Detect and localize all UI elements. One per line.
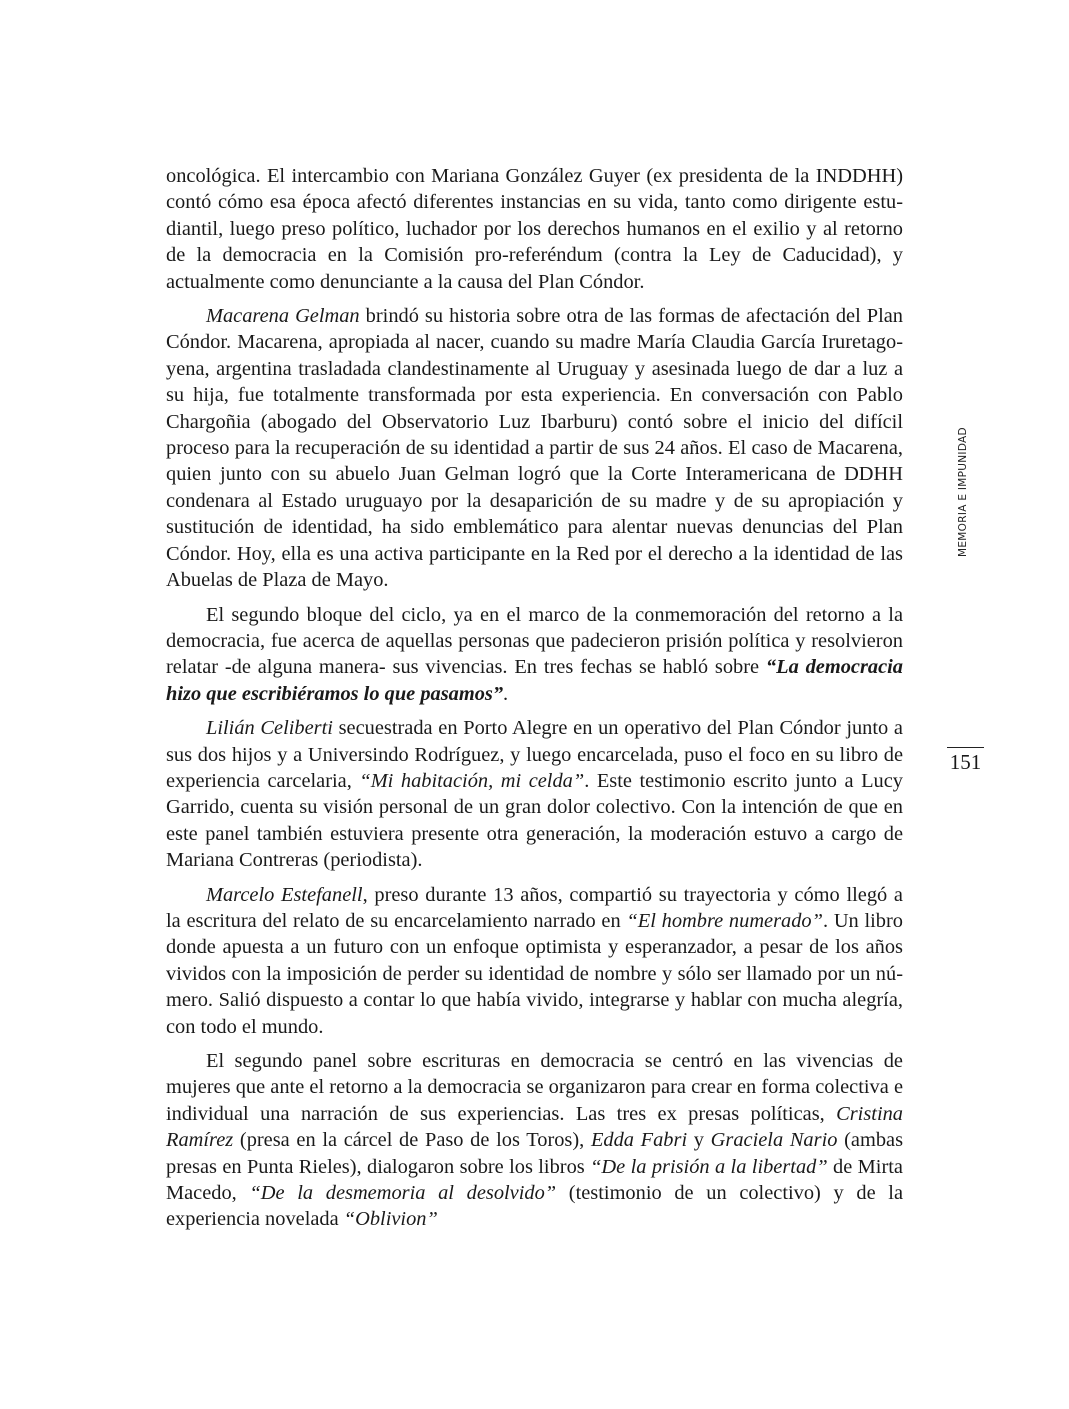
paragraph-3-second-block: [166, 602, 903, 708]
text-run: brindó su historia sobre otra de las formas de afectación del Plan Cóndor. Macarena, apropiada al nacer, cuando su madre María Claudia García Iruretagoyena, argentina trasladada clandestinamente al Uruguay y asesinada luego de dar a luz a su hija, fue totalmente transformada por esta experiencia. En conversación con Pablo Chargoñia (abogado del Observatorio Luz Ibarburu) contó sobre el inicio del difícil proceso para la recuperación de su identidad a partir de sus 24 años. El caso de Macarena, quien junto con su abuelo Juan Gelman logró que la Corte Interamericana de DDHH condenara al Estado uruguayo por la desaparición de su madre y de su apropiación y sustitución de identidad, ha sido emblemático para alentar nuevas denuncias del Plan Cóndor. Hoy, ella es una activa participante en la Red por el derecho a la identidad de las Abuelas de Plaza de Mayo.: [166, 305, 904, 592]
body-text: [166, 163, 903, 1241]
quoted-title-bold-italic: “La democracia hizo que escribiéramos lo que pasamos”: [166, 656, 903, 705]
paragraph-4-lilian-celiberti: [166, 715, 903, 873]
book-title-italic: “Mi habitación, mi celda”: [359, 769, 585, 792]
person-name-italic: Edda Fabri: [590, 1129, 688, 1152]
text-run: . Este testimonio escrito junto a Lucy Garrido, cuenta su visión personal de un gran dolor colectivo. Con la intención de que en este panel también estuviera presente otra generación, la moderación estuvo a cargo de Mariana Contreras (periodista).: [166, 769, 903, 872]
paragraph-1: [166, 163, 903, 295]
text-run: , preso durante 13 años, compartió su trayectoria y cómo llegó a la escritura del relato de su encarcelamiento narrado en: [166, 883, 903, 932]
paragraph-5-marcelo-estefanell: [166, 882, 903, 1040]
text-run: . Un libro donde apuesta a un futuro con un enfoque optimista y esperanzador, a pesar de los años vividos con la imposición de perder su identidad de nombre y sólo ser llamado por un número. Salió dispuesto a contar lo que había vivido, integrarse y hablar con mucha alegría, con todo el mundo.: [166, 909, 903, 1038]
page-number: 151: [949, 750, 982, 774]
person-name-italic: Graciela Nario: [710, 1129, 838, 1152]
person-name-italic: Cristina Ramírez: [166, 1102, 903, 1152]
paragraph-6-second-panel: [166, 1048, 903, 1233]
running-head: MEMORIA E IMPUNIDAD: [957, 427, 969, 558]
book-title-italic: “De la prisión a la libertad”: [590, 1155, 828, 1178]
text-run: y: [687, 1129, 711, 1152]
person-name-italic: Marcelo Estefanell: [206, 883, 363, 906]
text-run: .: [503, 682, 509, 705]
text-run: (ambas presas en Punta Rieles), dialogaron sobre los libros: [166, 1129, 904, 1178]
page-number-rule: [947, 747, 984, 748]
text-run: (testimonio de un colectivo) y de la experiencia novelada: [166, 1182, 903, 1231]
book-title-italic: “El hombre numerado”: [626, 909, 823, 932]
book-title-italic: “De la desmemoria al desolvido”: [249, 1182, 557, 1205]
text-run: El segundo bloque del ciclo, ya en el marco de la conmemoración del retorno a la democracia, fue acerca de aquellas personas que padecieron prisión política y resolvieron relatar -de alguna manera- sus vivencias. En tres fechas se habló sobre: [166, 603, 903, 679]
paragraph-2-macarena-gelman: [166, 303, 903, 593]
person-name-italic: Lilián Celiberti: [206, 717, 333, 740]
text-run: (presa en la cárcel de Paso de los Toros),: [233, 1129, 591, 1152]
text-run: secuestrada en Porto Alegre en un operativo del Plan Cóndor junto a sus dos hijos y a Universindo Rodríguez, y luego encarcelada, puso el foco en su libro de experiencia carcelaria,: [166, 717, 903, 792]
text-run: El segundo panel sobre escrituras en democracia se centró en las vivencias de mujeres que ante el retorno a la democracia se organizaron para crear en forma colectiva e individual una narración de sus experiencias. Las tres ex presas políticas,: [166, 1050, 903, 1125]
book-title-italic: “Oblivion”: [343, 1208, 438, 1231]
text-run: oncológica. El intercambio con Mariana González Guyer (ex presidenta de la INDDHH) contó cómo esa época afectó diferentes instancias en su vida, tanto como dirigente estudiantil, luego preso político, luchador por los derechos humanos en el exilio y al retorno de la democracia en la Comisión pro-referéndum (contra la Ley de Caducidad), y actualmente como denunciante a la causa del Plan Cóndor.: [166, 165, 903, 293]
text-run: de Mirta Macedo,: [166, 1155, 903, 1205]
person-name-italic: Macarena Gelman: [206, 305, 360, 328]
